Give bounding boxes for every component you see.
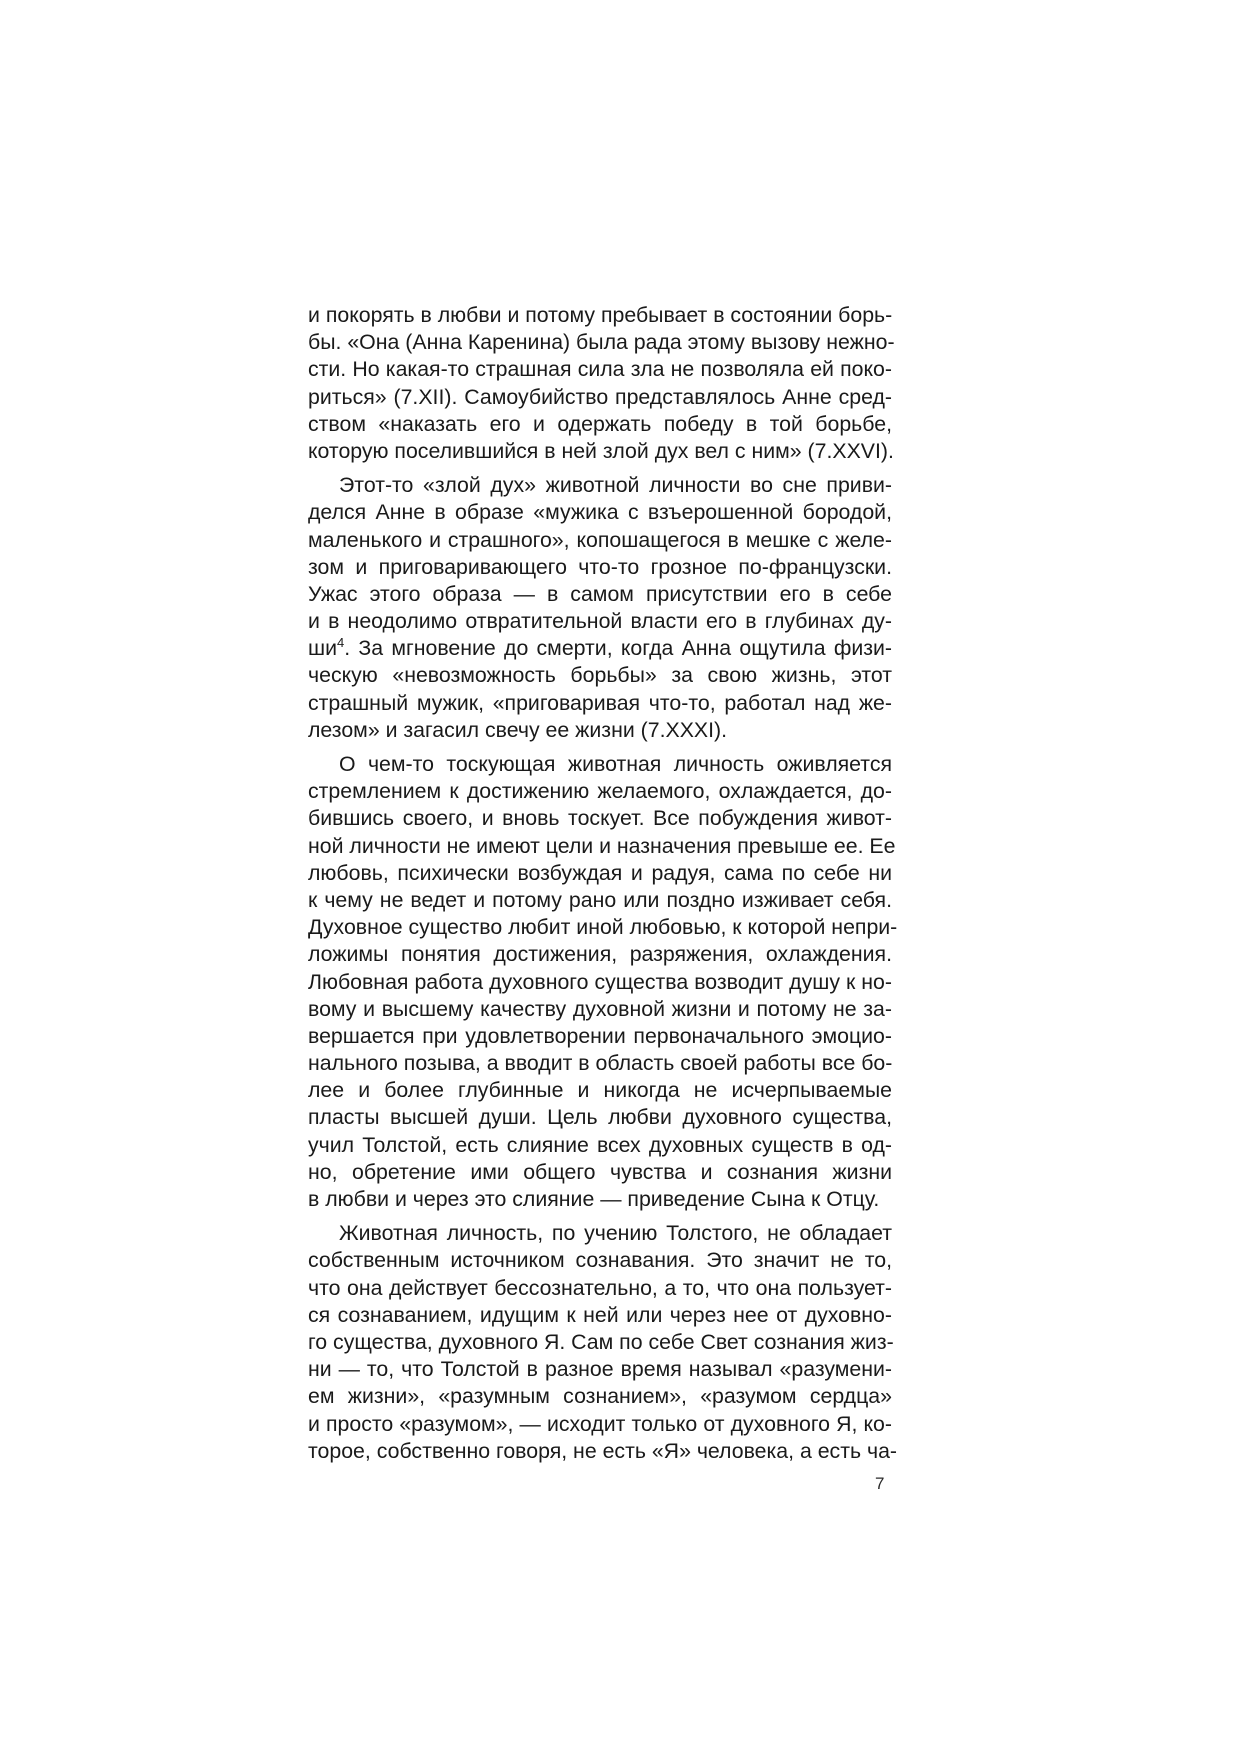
text-line: что она действует бессознательно, а то, что она пользует- xyxy=(308,1275,892,1300)
text-line: и покорять в любви и потому пребывает в состоянии борь- xyxy=(308,303,893,327)
text-line: вому и высшему качеству духовной жизни и потому не за- xyxy=(308,996,892,1021)
page-number: 7 xyxy=(875,1474,885,1493)
text-line: страшный мужик, «приговаривая что-то, работал над же- xyxy=(308,690,892,715)
text-line: ством «наказать его и одержать победу в той борьбе, xyxy=(308,411,892,436)
text-line: ни — то, что Толстой в разное время называл «разумени- xyxy=(308,1357,892,1382)
paragraph-3 xyxy=(308,751,898,1213)
text-line: зом и приговаривающего что-то грозное по-французски. xyxy=(308,554,892,579)
paragraph-1 xyxy=(308,302,895,465)
text-line: нального позыва, а вводит в область своей работы все бо- xyxy=(308,1051,893,1076)
text-line: лезом» и загасил свечу ее жизни (7.XXXI). xyxy=(308,717,728,742)
text-line: бившись своего, и вновь тоскует. Все побуждения живот- xyxy=(308,806,892,831)
text-line: ложимы понятия достижения, разряжения, охлаждения. xyxy=(308,942,892,967)
text-line: в любви и через это слияние — приведение Сына к Отцу. xyxy=(308,1187,880,1211)
text-line: но, обретение ими общего чувства и сознания жизни xyxy=(308,1159,892,1184)
text-line: и в неодолимо отвратительной власти его в глубинах ду- xyxy=(308,609,892,634)
text-line: Ужас этого образа — в самом присутствии его в себе xyxy=(308,581,892,606)
text-line: любовь, психически возбуждая и радуя, сама по себе ни xyxy=(308,860,892,885)
text-line: и просто «разумом», — исходит только от духовного Я, ко- xyxy=(308,1411,892,1436)
text-fragment: ши xyxy=(308,636,337,661)
text-line: стремлением к достижению желаемого, охлаждается, до- xyxy=(308,779,892,804)
text-line: вершается при удовлетворении первоначального эмоцио- xyxy=(308,1023,892,1048)
text-line: которую поселившийся в ней злой дух вел с ним» (7.XXVI). xyxy=(308,438,894,463)
text-line: Этот-то «злой дух» животной личности во сне приви- xyxy=(339,473,892,498)
text-line: риться» (7.XII). Самоубийство представлялось Анне сред- xyxy=(308,384,892,409)
text-line: маленького и страшного», копошащегося в мешке с желе- xyxy=(308,527,892,552)
text-fragment: . За мгновение до смерти, когда Анна ощутила физи- xyxy=(344,636,892,661)
text-line: лее и более глубинные и никогда не исчерпываемые xyxy=(308,1078,892,1103)
footnote-reference[interactable]: 4 xyxy=(336,635,345,651)
paragraph-4 xyxy=(308,1220,898,1465)
text-line: Духовное существо любит иной любовью, к которой непри- xyxy=(308,915,898,940)
text-line: пласты высшей души. Цель любви духовного существа, xyxy=(308,1105,892,1130)
text-line-with-footnote xyxy=(308,635,892,662)
text-line: О чем-то тоскующая животная личность оживляется xyxy=(339,752,892,776)
text-line: учил Толстой, есть слияние всех духовных существ в од- xyxy=(308,1132,892,1157)
body-text xyxy=(308,302,898,1465)
paragraph-2 xyxy=(308,472,892,744)
text-line: Любовная работа духовного существа возводит душу к но- xyxy=(308,969,892,994)
text-line: ной личности не имеют цели и назначения превыше ее. Ее xyxy=(308,833,896,858)
text-line: бы. «Она (Анна Каренина) была рада этому вызову нежно- xyxy=(308,330,895,355)
text-line: сти. Но какая-то страшная сила зла не позволяла ей поко- xyxy=(308,357,892,382)
text-line: ем жизни», «разумным сознанием», «разумом сердца» xyxy=(308,1384,892,1409)
text-line: делся Анне в образе «мужика с взъерошенной бородой, xyxy=(308,500,892,525)
text-line: торое, собственно говоря, не есть «Я» человека, а есть ча- xyxy=(308,1438,898,1463)
text-line: ся сознаванием, идущим к ней или через нее от духовно- xyxy=(308,1302,892,1327)
text-line: собственным источником сознавания. Это значит не то, xyxy=(308,1248,892,1273)
text-line: Животная личность, по учению Толстого, не обладает xyxy=(339,1221,892,1246)
text-line: к чему не ведет и потому рано или поздно изживает себя. xyxy=(308,887,892,912)
text-line: го существа, духовного Я. Сам по себе Свет сознания жиз- xyxy=(308,1329,894,1354)
text-line: ческую «невозможность борьбы» за свою жизнь, этот xyxy=(308,663,892,688)
